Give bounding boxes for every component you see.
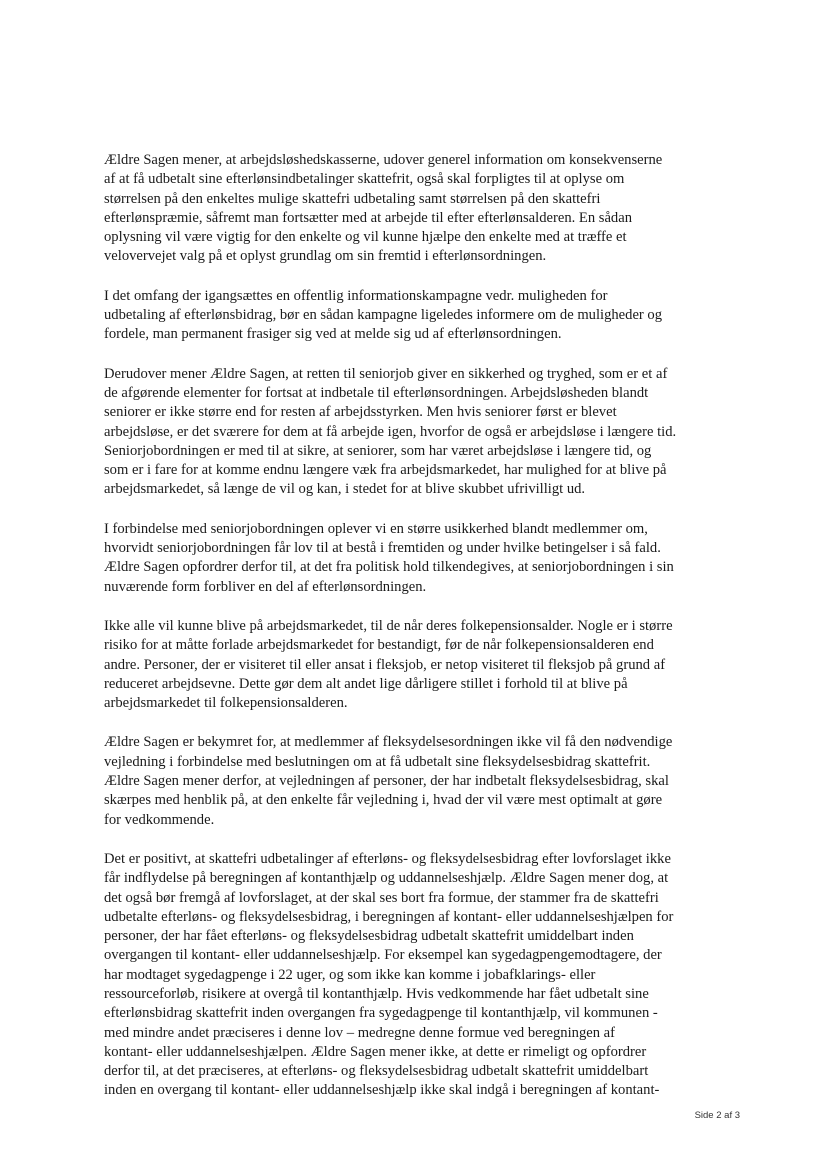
text-line: som er i fare for at komme endnu længere væk fra arbejdsmarkedet, har mulighed for at blive på bbox=[104, 462, 667, 479]
text-line: det også bør fremgå af lovforslaget, at der skal ses bort fra formue, der stammer fra de skattefri bbox=[104, 889, 659, 906]
text-line: I forbindelse med seniorjobordningen oplever vi en større usikkerhed blandt medlemmer om, bbox=[104, 520, 648, 537]
text-line: fordele, man permanent frasiger sig ved at melde sig ud af efterlønsordningen. bbox=[104, 326, 562, 343]
text-line: Ældre Sagen mener, at arbejdsløshedskasserne, udover generel information om konsekvenserne bbox=[104, 152, 663, 168]
text-line: seniorer er ikke større end for resten af arbejdsstyrken. Men hvis seniorer først er blevet bbox=[104, 404, 617, 421]
document-body bbox=[104, 151, 732, 1121]
text-line: Ikke alle vil kunne blive på arbejdsmarkedet, til de når deres folkepensionsalder. Nogle er i større bbox=[104, 617, 673, 634]
text-line: Derudover mener Ældre Sagen, at retten til seniorjob giver en sikkerhed og tryghed, som er et af bbox=[104, 365, 668, 382]
text-line: med mindre andet præciseres i denne lov – medregne denne formue ved beregningen af bbox=[104, 1024, 615, 1041]
paragraph-3 bbox=[104, 365, 732, 500]
text-line: af at få udbetalt sine efterlønsindbetalinger skattefrit, også skal forpligtes til at oplyse om bbox=[104, 171, 625, 188]
text-line: udbetalte efterløns- og fleksydelsesbidrag, i beregningen af kontant- eller uddannelseshjælpen for bbox=[104, 908, 674, 925]
text-line: efterlønspræmie, såfremt man fortsætter med at arbejde til efter efterlønsalderen. En sådan bbox=[104, 209, 633, 226]
text-line: efterlønsbidrag skattefrit inden overgangen fra sygedagpenge til kontanthjælp, vil kommunen - bbox=[104, 1005, 658, 1022]
text-line: Ældre Sagen er bekymret for, at medlemmer af fleksydelsesordningen ikke vil få den nødvendige bbox=[104, 734, 673, 751]
text-line: får indflydelse på beregningen af kontanthjælp og uddannelseshjælp. Ældre Sagen mener dog, at bbox=[104, 870, 669, 887]
page-number: Side 2 af 3 bbox=[694, 1110, 740, 1121]
text-line: overgangen til kontant- eller uddannelseshjælp. For eksempel kan sygedagpengemodtagere, der bbox=[104, 947, 662, 964]
text-line: velovervejet valg på et oplyst grundlag om sin fremtid i efterlønsordningen. bbox=[104, 248, 547, 265]
paragraph-6 bbox=[104, 733, 732, 829]
text-line: vejledning i forbindelse med beslutningen om at få udbetalt sine fleksydelsesbidrag skattefrit. bbox=[104, 753, 651, 770]
text-line: reduceret arbejdsevne. Dette gør dem alt andet lige dårligere stillet i forhold til at blive på bbox=[104, 675, 628, 692]
text-line: arbejdsmarkedet, så længe de vil og kan, i stedet for at blive skubbet ufrivilligt ud. bbox=[104, 481, 586, 498]
text-line: skærpes med henblik på, at den enkelte får vejledning i, hvad der vil være mest optimalt at gøre bbox=[104, 792, 663, 809]
text-line: I det omfang der igangsættes en offentlig informationskampagne vedr. muligheden for bbox=[104, 287, 608, 304]
text-line: risiko for at måtte forlade arbejdsmarkedet for bestandigt, før de når folkepensionsalderen end bbox=[104, 637, 654, 654]
text-line: derfor til, at det præciseres, at efterløns- og fleksydelsesbidrag udbetalt skattefrit umiddelbart bbox=[104, 1063, 649, 1080]
text-line: Ældre Sagen mener derfor, at vejledningen af personer, der har indbetalt fleksydelsesbidrag, skal bbox=[104, 773, 669, 790]
text-line: kontant- eller uddannelseshjælpen. Ældre Sagen mener ikke, at dette er rimeligt og opfordrer bbox=[104, 1043, 647, 1060]
text-line: Seniorjobordningen er med til at sikre, at seniorer, som har været arbejdsløse i længere tid, og bbox=[104, 442, 652, 459]
text-line: de afgørende elementer for fortsat at indbetale til efterlønsordningen. Arbejdsløsheden blandt bbox=[104, 384, 649, 401]
text-line: andre. Personer, der er visiteret til eller ansat i fleksjob, er netop visiteret til fleksjob på grund af bbox=[104, 656, 666, 673]
paragraph-1 bbox=[104, 151, 732, 267]
text-line: Ældre Sagen opfordrer derfor til, at det fra politisk hold tilkendegives, at seniorjobordningen i sin bbox=[104, 559, 674, 576]
text-line: nuværende form forbliver en del af efterlønsordningen. bbox=[104, 578, 427, 595]
text-line: inden en overgang til kontant- eller uddannelseshjælp ikke skal indgå i beregningen af kontant- bbox=[104, 1082, 660, 1099]
text-line: ressourceforløb, risikere at overgå til kontanthjælp. Hvis vedkommende har fået udbetalt sine bbox=[104, 985, 649, 1002]
paragraph-7 bbox=[104, 850, 732, 1101]
paragraph-2 bbox=[104, 287, 732, 345]
text-line: Det er positivt, at skattefri udbetalinger af efterløns- og fleksydelsesbidrag efter lovforslaget ikke bbox=[104, 850, 671, 867]
text-line: arbejdsmarkedet til folkepensionsalderen. bbox=[104, 695, 348, 712]
text-line: oplysning vil være vigtig for den enkelte og vil kunne hjælpe den enkelte med at træffe et bbox=[104, 229, 627, 246]
paragraph-4 bbox=[104, 520, 732, 597]
text-line: arbejdsløse, er det sværere for dem at få arbejde igen, hvorfor de også er arbejdsløse i længere tid. bbox=[104, 423, 677, 440]
text-line: hvorvidt seniorjobordningen får lov til at bestå i fremtiden og under hvilke betingelser i så fald. bbox=[104, 540, 661, 557]
text-line: for vedkommende. bbox=[104, 811, 215, 828]
paragraph-5 bbox=[104, 617, 732, 713]
text-line: personer, der har fået efterløns- og fleksydelsesbidrag udbetalt skattefrit umiddelbart inden bbox=[104, 928, 634, 945]
text-line: størrelsen på den enkeltes mulige skattefri udbetaling samt størrelsen på den skattefri bbox=[104, 190, 601, 207]
text-line: udbetaling af efterlønsbidrag, bør en sådan kampagne ligeledes informere om de muligheder og bbox=[104, 307, 663, 324]
text-line: har modtaget sygedagpenge i 22 uger, og som ikke kan komme i jobafklarings- eller bbox=[104, 966, 596, 983]
